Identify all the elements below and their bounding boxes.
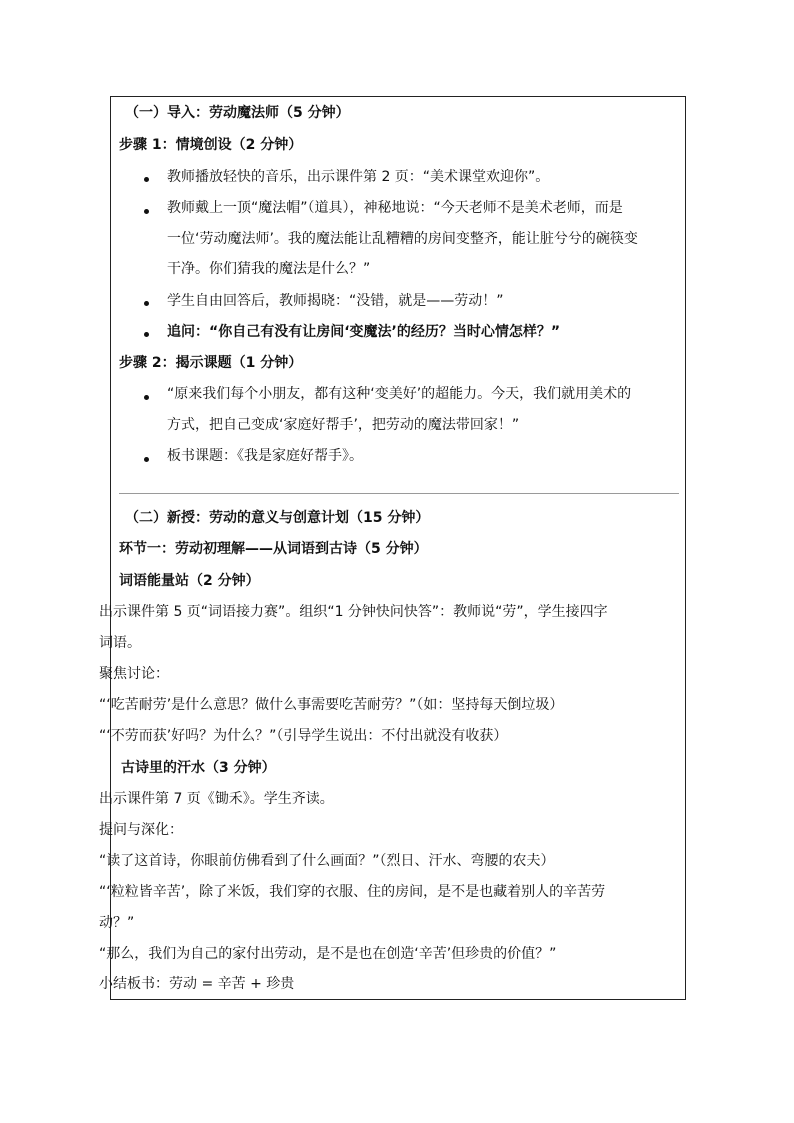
- section-heading-intro: （一）导入：劳动魔法师（5 分钟）: [125, 105, 350, 121]
- summary-board-text: 小结板书：劳动 = 辛苦 + 珍贵: [99, 976, 295, 992]
- step1-bullet-1: 教师播放轻快的音乐，出示课件第 2 页：“美术课堂欢迎你”。: [167, 169, 550, 185]
- section-heading-new-lesson: （二）新授：劳动的意义与创意计划（15 分钟）: [125, 510, 430, 526]
- poem-question-2-line2: 动？”: [99, 915, 135, 931]
- segment1-title: 环节一：劳动初理解——从词语到古诗（5 分钟）: [119, 541, 428, 557]
- poem-questions-label: 提问与深化：: [99, 822, 183, 838]
- word-station-title: 词语能量站（2 分钟）: [119, 573, 260, 589]
- discussion-label: 聚焦讨论：: [99, 666, 169, 682]
- step2-bullet-1-line1: “原来我们每个小朋友，都有这种‘变美好’的超能力。今天，我们就用美术的: [167, 386, 632, 402]
- poem-question-3: “那么，我们为自己的家付出劳动，是不是也在创造‘辛苦’但珍贵的价值？”: [99, 946, 557, 962]
- discussion-question-2: “‘不劳而获’好吗？为什么？”（引导学生说出：不付出就没有收获）: [99, 728, 508, 744]
- lesson-plan-cell: [99, 96, 686, 1000]
- step1-bullet-2-line1: 教师戴上一顶“魔法帽”（道具），神秘地说：“今天老师不是美术老师，而是: [167, 200, 623, 216]
- bullet-dot: [144, 395, 149, 400]
- step1-bullet-2-line2: 一位‘劳动魔法师’。我的魔法能让乱糟糟的房间变整齐，能让脏兮兮的碗筷变: [167, 231, 638, 247]
- poem-section-title: 古诗里的汗水（3 分钟）: [121, 760, 276, 776]
- step1-bullet-2-line3: 干净。你们猜我的魔法是什么？”: [167, 261, 371, 277]
- poem-question-2-line1: “‘粒粒皆辛苦’，除了米饭，我们穿的衣服、住的房间，是不是也藏着别人的辛苦劳: [99, 884, 606, 900]
- bullet-dot: [144, 301, 149, 306]
- poem-paragraph: 出示课件第 7 页《锄禾》。学生齐读。: [99, 791, 334, 807]
- word-station-paragraph-line2: 词语。: [99, 635, 141, 651]
- word-station-paragraph-line1: 出示课件第 5 页“词语接力赛”。组织“1 分钟快问快答”：教师说“劳”，学生接四字: [99, 604, 608, 620]
- step2-bullet-2: 板书课题：《我是家庭好帮手》。: [167, 448, 363, 464]
- section-divider: [119, 493, 679, 494]
- poem-question-1: “读了这首诗，你眼前仿佛看到了什么画面？”（烈日、汗水、弯腰的农夫）: [99, 853, 555, 869]
- bullet-dot: [144, 332, 149, 337]
- bullet-dot: [144, 457, 149, 462]
- step1-title: 步骤 1：情境创设（2 分钟）: [119, 137, 303, 153]
- discussion-question-1: “‘吃苦耐劳’是什么意思？做什么事需要吃苦耐劳？”（如：坚持每天倒垃圾）: [99, 697, 564, 713]
- bullet-dot: [144, 177, 149, 182]
- step1-bullet-4: 追问：“你自己有没有让房间‘变魔法’的经历？当时心情怎样？”: [167, 324, 561, 340]
- step2-title: 步骤 2：揭示课题（1 分钟）: [119, 355, 303, 371]
- bullet-dot: [144, 209, 149, 214]
- step1-bullet-3: 学生自由回答后，教师揭晓：“没错，就是——劳动！”: [167, 293, 504, 309]
- step2-bullet-1-line2: 方式，把自己变成‘家庭好帮手’，把劳动的魔法带回家！”: [167, 417, 520, 433]
